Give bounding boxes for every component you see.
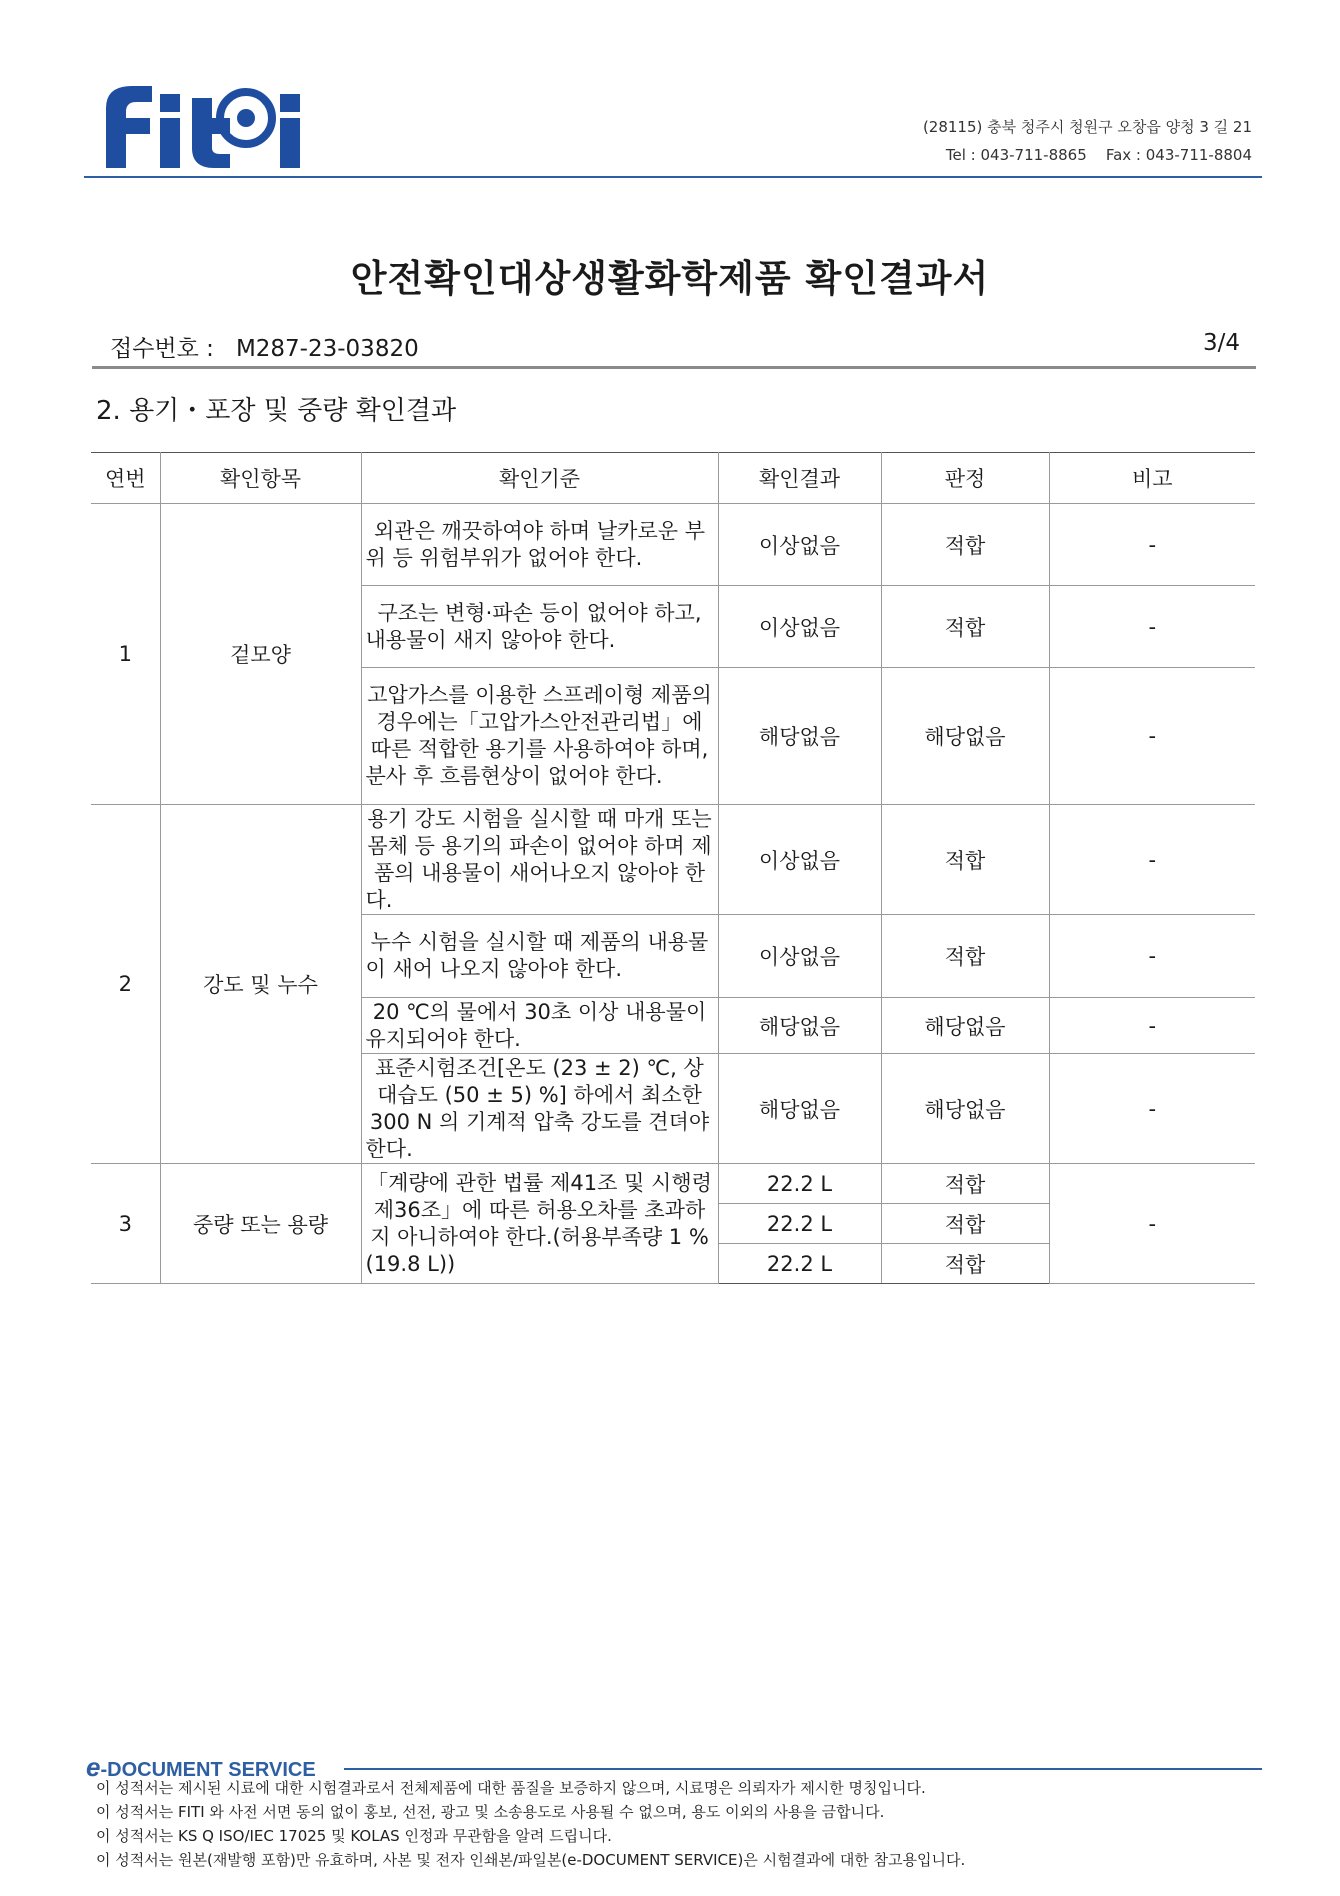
header-divider — [84, 176, 1262, 178]
footer-note: 이 성적서는 KS Q ISO/IEC 17025 및 KOLAS 인정과 무관함을 알려 드립니다. — [96, 1827, 612, 1845]
result-cell: 이상없음 — [718, 586, 881, 668]
note-cell: - — [1049, 668, 1255, 805]
criterion-cell: 구조는 변형·파손 등이 없어야 하고, 내용물이 새지 않아야 한다. — [361, 586, 718, 668]
check-item: 겉모양 — [160, 504, 361, 805]
verdict-cell: 해당없음 — [881, 1054, 1049, 1164]
results-table — [91, 452, 1255, 1284]
header-item: 확인항목 — [160, 453, 361, 504]
verdict-cell: 적합 — [881, 586, 1049, 668]
verdict-cell: 적합 — [881, 1244, 1049, 1284]
result-cell: 22.2 L — [718, 1244, 881, 1284]
criterion-cell: 외관은 깨끗하여야 하며 날카로운 부위 등 위험부위가 없어야 한다. — [361, 504, 718, 586]
check-item: 중량 또는 용량 — [160, 1164, 361, 1284]
row-number: 3 — [91, 1164, 160, 1284]
verdict-cell: 해당없음 — [881, 668, 1049, 805]
header-result: 확인결과 — [718, 453, 881, 504]
edocument-text: -DOCUMENT SERVICE — [100, 1759, 316, 1781]
company-address-block — [923, 113, 1252, 169]
company-address: (28115) 충북 청주시 청원구 오창읍 양청 3 길 21 — [922, 118, 1252, 136]
result-cell: 해당없음 — [718, 668, 881, 805]
note-cell: - — [1049, 586, 1255, 668]
verdict-cell: 적합 — [881, 915, 1049, 998]
note-cell: - — [1049, 805, 1255, 915]
criterion-cell: 표준시험조건[온도 (23 ± 2) ℃, 상대습도 (50 ± 5) %] 하에서 최소한 300 N 의 기계적 압축 강도를 견뎌야 한다. — [361, 1054, 718, 1164]
result-cell: 해당없음 — [718, 1054, 881, 1164]
table-row — [91, 805, 1255, 915]
criterion-cell: 「계량에 관한 법률 제41조 및 시행령 제36조」에 따른 허용오차를 초과하지 아니하여야 한다.(허용부족량 1 %(19.8 L)) — [361, 1164, 718, 1284]
row-number: 1 — [91, 504, 160, 805]
criterion-cell: 누수 시험을 실시할 때 제품의 내용물이 새어 나오지 않아야 한다. — [361, 915, 718, 998]
footer-note: 이 성적서는 제시된 시료에 대한 시험결과로서 전체제품에 대한 품질을 보증하지 않으며, 시료명은 의뢰자가 제시한 명칭입니다. — [96, 1779, 926, 1797]
receipt-label: 접수번호 : — [110, 336, 214, 362]
note-cell: - — [1049, 504, 1255, 586]
footer-divider — [344, 1768, 1262, 1770]
receipt-number: M287-23-03820 — [235, 336, 419, 362]
verdict-cell: 적합 — [881, 805, 1049, 915]
table-row — [91, 1164, 1255, 1204]
page-number: 3/4 — [1202, 330, 1240, 356]
section-title: 2. 용기・포장 및 중량 확인결과 — [96, 396, 457, 426]
footer-note: 이 성적서는 원본(재발행 포함)만 유효하며, 사본 및 전자 인쇄본/파일본(e-DOCUMENT SERVICE)은 시험결과에 대한 참고용입니다. — [96, 1851, 966, 1869]
table-row — [91, 504, 1255, 586]
check-item: 강도 및 누수 — [160, 805, 361, 1164]
title-divider — [92, 366, 1256, 369]
result-cell: 이상없음 — [718, 805, 881, 915]
verdict-cell: 적합 — [881, 1204, 1049, 1244]
header-no: 연번 — [91, 453, 160, 504]
result-cell: 22.2 L — [718, 1164, 881, 1204]
result-cell: 이상없음 — [718, 504, 881, 586]
criterion-cell: 고압가스를 이용한 스프레이형 제품의 경우에는「고압가스안전관리법」에 따른 적합한 용기를 사용하여야 하며, 분사 후 흐름현상이 없어야 한다. — [361, 668, 718, 805]
result-cell: 22.2 L — [718, 1204, 881, 1244]
footer-note: 이 성적서는 FITI 와 사전 서면 동의 없이 홍보, 선전, 광고 및 소송용도로 사용될 수 없으며, 용도 이외의 사용을 금합니다. — [96, 1803, 885, 1821]
verdict-cell: 적합 — [881, 1164, 1049, 1204]
table-header-row — [91, 453, 1255, 504]
note-cell: - — [1049, 1054, 1255, 1164]
receipt-info — [110, 330, 419, 363]
footer-notes — [96, 1776, 965, 1872]
header-criterion: 확인기준 — [361, 453, 718, 504]
result-cell: 이상없음 — [718, 915, 881, 998]
company-contact: Tel : 043-711-8865 Fax : 043-711-8804 — [945, 146, 1252, 164]
edocument-e: e — [86, 1752, 101, 1782]
verdict-cell: 적합 — [881, 504, 1049, 586]
criterion-cell: 20 ℃의 물에서 30초 이상 내용물이 유지되어야 한다. — [361, 998, 718, 1054]
criterion-cell: 용기 강도 시험을 실시할 때 마개 또는 몸체 등 용기의 파손이 없어야 하며 제품의 내용물이 새어나오지 않아야 한다. — [361, 805, 718, 915]
result-cell: 해당없음 — [718, 998, 881, 1054]
header-verdict: 판정 — [881, 453, 1049, 504]
fiti-logo — [96, 78, 306, 168]
document-title: 안전확인대상생활화학제품 확인결과서 — [350, 257, 990, 300]
header-note: 비고 — [1049, 453, 1255, 504]
row-number: 2 — [91, 805, 160, 1164]
note-cell: - — [1049, 915, 1255, 998]
verdict-cell: 해당없음 — [881, 998, 1049, 1054]
note-cell: - — [1049, 1164, 1255, 1284]
note-cell: - — [1049, 998, 1255, 1054]
